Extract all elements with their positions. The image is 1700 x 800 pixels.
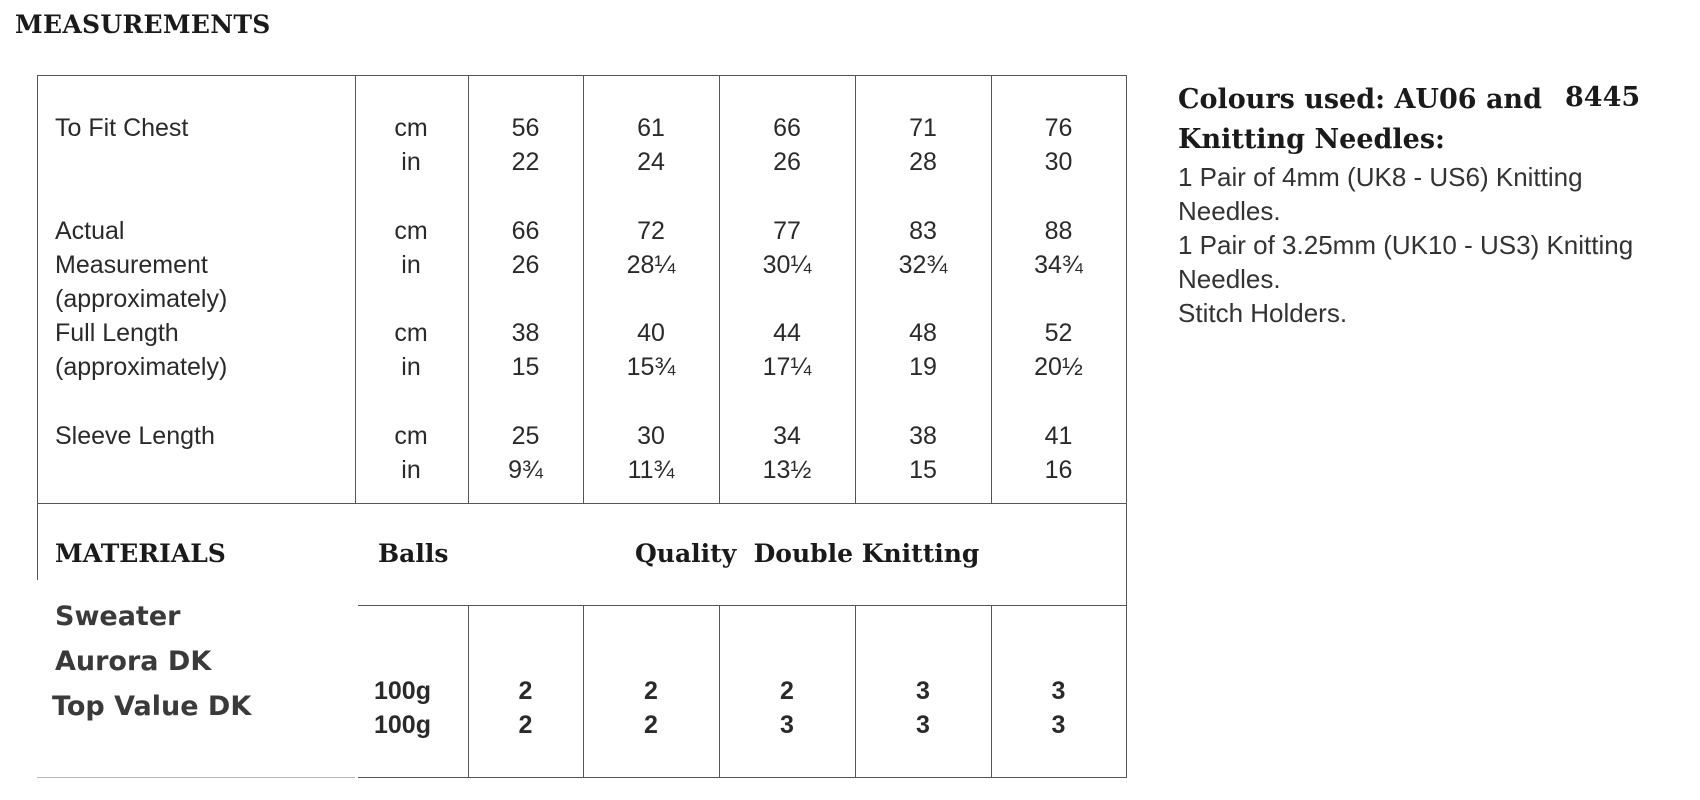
knitting-needles-label: Knitting Needles:: [1178, 124, 1445, 155]
value-cell: 72: [637, 217, 665, 245]
value-cell: 66: [511, 217, 540, 245]
value-cell: 83: [909, 217, 937, 245]
value-cell: 30¼: [762, 251, 812, 279]
value-cell: 9¾: [508, 456, 543, 484]
ball-count: 2: [644, 711, 658, 739]
row-label-actual: Actual: [55, 217, 125, 245]
value-cell: 34¾: [1034, 251, 1083, 279]
value-cell: 16: [1044, 456, 1073, 484]
value-cell: 19: [909, 353, 937, 381]
needles-line: 1 Pair of 3.25mm (UK10 - US3) Knitting: [1178, 230, 1634, 260]
value-cell: 76: [1044, 114, 1073, 142]
value-cell: 41: [1044, 422, 1073, 450]
yarn-weight: 100g: [374, 711, 431, 739]
value-cell: 25: [511, 422, 540, 450]
ball-count: 2: [518, 711, 533, 739]
unit-cm: cm: [394, 422, 428, 450]
value-cell: 77: [773, 217, 801, 245]
value-cell: 24: [637, 148, 665, 176]
ball-count: 2: [518, 677, 533, 705]
value-cell: 34: [773, 422, 801, 450]
value-cell: 13½: [762, 456, 812, 484]
value-cell: 40: [637, 319, 665, 347]
value-cell: 30: [1044, 148, 1073, 176]
needles-line: Needles.: [1178, 196, 1281, 226]
value-cell: 38: [909, 422, 937, 450]
stitch-holders-line: Stitch Holders.: [1178, 298, 1348, 328]
yarn-weight: 100g: [374, 677, 431, 705]
colour-code: 8445: [1565, 82, 1641, 113]
value-cell: 28¼: [626, 251, 676, 279]
balls-label: Balls: [378, 539, 449, 568]
unit-in: in: [401, 353, 421, 381]
colours-used-label: Colours used: AU06 and: [1178, 84, 1542, 115]
unit-in: in: [401, 456, 421, 484]
value-cell: 52: [1044, 319, 1073, 347]
unit-in: in: [401, 148, 421, 176]
value-cell: 88: [1044, 217, 1073, 245]
value-cell: 32¾: [898, 251, 948, 279]
page-title: MEASUREMENTS: [15, 10, 271, 39]
value-cell: 17¼: [762, 353, 812, 381]
row-label-sleeve: Sleeve Length: [55, 422, 215, 450]
garment-name: Sweater: [55, 601, 181, 632]
unit-cm: cm: [394, 114, 428, 142]
yarn-name-top-value: Top Value DK: [52, 691, 252, 722]
ball-count: 3: [916, 711, 930, 739]
value-cell: 28: [909, 148, 937, 176]
row-label-chest: To Fit Chest: [55, 114, 189, 142]
value-cell: 30: [637, 422, 665, 450]
row-label-actual: (approximately): [55, 285, 228, 313]
unit-in: in: [401, 251, 421, 279]
ball-count: 3: [780, 711, 794, 739]
value-cell: 56: [511, 114, 540, 142]
row-label-actual: Measurement: [55, 251, 208, 279]
materials-header: MATERIALS: [55, 539, 226, 568]
needles-line: Needles.: [1178, 264, 1281, 294]
unit-cm: cm: [394, 217, 428, 245]
ball-count: 2: [780, 677, 794, 705]
yarn-name-aurora: Aurora DK: [55, 646, 212, 677]
quality-label: Quality Double Knitting: [635, 539, 980, 568]
row-label-full-length: (approximately): [55, 353, 228, 381]
ball-count: 3: [916, 677, 930, 705]
unit-cm: cm: [394, 319, 428, 347]
ball-count: 3: [1051, 711, 1066, 739]
value-cell: 15¾: [626, 353, 676, 381]
value-cell: 44: [773, 319, 801, 347]
value-cell: 20½: [1034, 353, 1083, 381]
value-cell: 15: [909, 456, 937, 484]
ball-count: 3: [1051, 677, 1066, 705]
needles-line: 1 Pair of 4mm (UK8 - US6) Knitting: [1178, 162, 1583, 192]
value-cell: 26: [511, 251, 540, 279]
value-cell: 15: [511, 353, 540, 381]
row-label-full-length: Full Length: [55, 319, 179, 347]
value-cell: 38: [511, 319, 540, 347]
value-cell: 66: [773, 114, 801, 142]
value-cell: 61: [637, 114, 665, 142]
ball-count: 2: [644, 677, 658, 705]
value-cell: 22: [511, 148, 540, 176]
value-cell: 48: [909, 319, 937, 347]
value-cell: 71: [909, 114, 937, 142]
value-cell: 26: [773, 148, 801, 176]
value-cell: 11¾: [627, 456, 675, 484]
